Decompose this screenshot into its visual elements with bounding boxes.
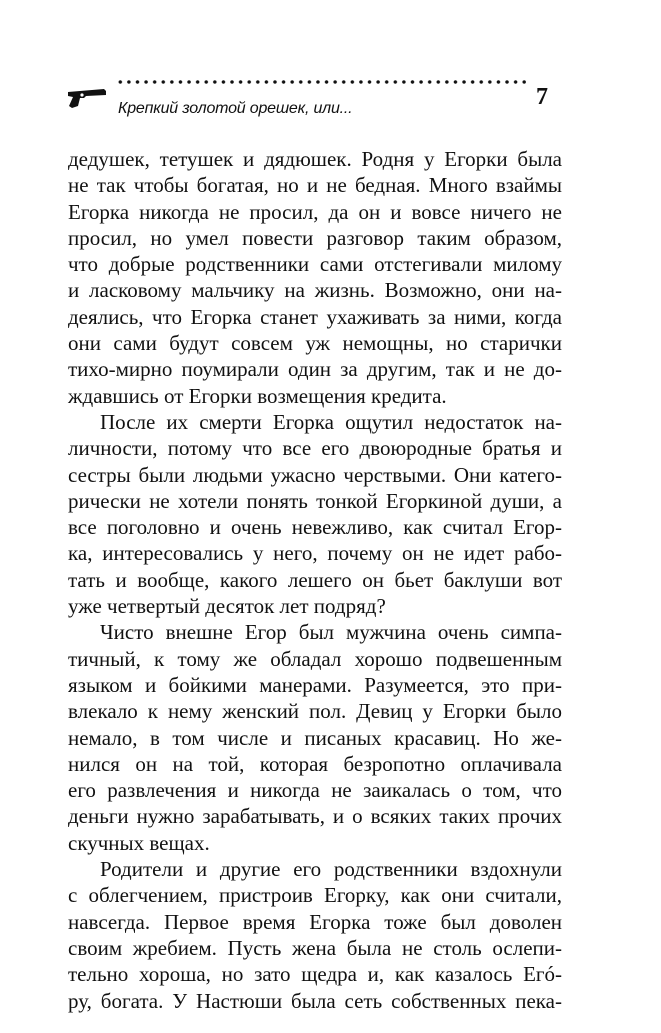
text-line: сестры были людьми ужасно черствыми. Они катего- [68,462,562,487]
text-line: ждавшись от Егорки возмещения кредита. [68,383,447,408]
running-title: Крепкий золотой орешек, или... [118,100,353,117]
text-line: скучных вещах. [68,830,210,855]
text-line: своим жребием. Пусть жена была не столь ослепи- [68,935,562,960]
text-line: личности, потому что все его двоюродные братья и [68,436,562,461]
text-line: немало, в том числе и писаных красавиц. Но же- [68,725,562,750]
text-line: Чисто внешне Егор был мужчина очень симпа- [100,620,562,645]
text-line: языком и бойкими манерами. Разумеется, это при- [68,672,562,697]
text-line: навсегда. Первое время Егорка тоже был доволен [68,909,562,934]
text-line: дедушек, тетушек и дядюшек. Родня у Егорки была [68,147,562,171]
text-line: Родители и другие его родственники вздохнули [100,857,562,882]
text-line: не так чтобы богатая, но и не бедная. Много взаймы [68,173,562,198]
text-line: тичный, к тому же обладал хорошо подвешенным [68,646,562,671]
text-line: тать и вообще, какого лешего он бьет баклуши вот [68,567,562,592]
text-line: ка, интересовались у него, почему он не идет рабо- [68,541,562,566]
body-text [68,146,562,1014]
text-line: просил, но умел повести разговор таким образом, [68,225,562,250]
text-line: После их смерти Егорка ощутил недостаток на- [100,409,562,434]
text-line: Егорка никогда не просил, да он и вовсе ничего не [68,199,562,224]
text-line: они сами будут совсем уж немощны, но старички [68,331,562,356]
revolver-icon [66,86,108,110]
text-line: с облегчением, пристроив Егорку, как они считали, [68,883,562,908]
text-line: деньги нужно зарабатывать, и о всяких таких прочих [68,804,562,829]
text-line: нился он на той, которая безропотно оплачивала [68,751,562,776]
text-line: его развлечения и никогда не заикалась о том, что [68,778,562,803]
text-line: рически не хотели понять тонкой Егоркиной души, а [68,488,562,513]
page-number: 7 [536,84,548,110]
text-line: тельно хороша, но зато щедра и, как казалось Егó- [68,962,562,987]
text-line: все поголовно и очень невежливо, как считал Егор- [68,515,562,540]
text-line: ру, богата. У Настюши была сеть собственных пека- [68,988,562,1013]
text-line: деялись, что Егорка станет ухаживать за ними, когда [68,304,562,329]
text-line: влекало к нему женский пол. Девиц у Егорки было [68,699,562,724]
header-dotted-rule [116,78,526,86]
text-line: тихо-мирно поумирали один за другим, так и не до- [68,357,562,382]
text-line: и ласковому мальчику на жизнь. Возможно, они на- [68,278,562,303]
text-line: что добрые родственники сами отстегивали милому [68,252,562,277]
text-line: уже четвертый десяток лет подряд? [68,594,386,619]
page-header [66,78,566,128]
